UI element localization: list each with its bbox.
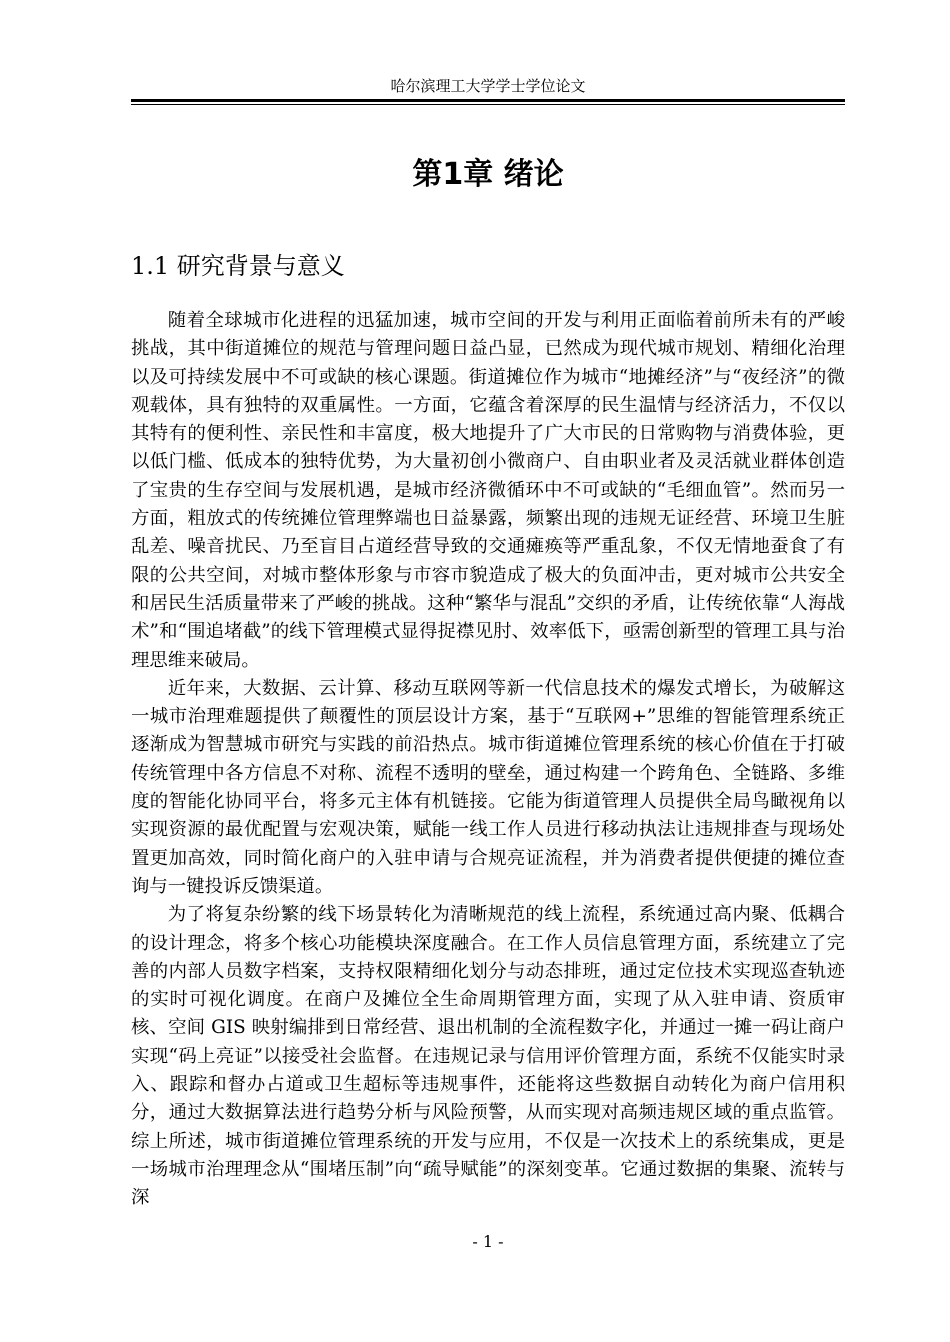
header-rule-thin bbox=[131, 104, 845, 105]
page-number: - 1 - bbox=[472, 1232, 504, 1251]
paragraph: 随着全球城市化进程的迅猛加速，城市空间的开发与利用正面临着前所未有的严峻挑战，其中街道摊位的规范与管理问题日益凸显，已然成为现代城市规划、精细化治理以及可持续发展中不可或缺的核心课题。街道摊位作为城市“地摊经济”与“夜经济”的微观载体，具有独特的双重属性。一方面，它蕴含着深厚的民生温情与经济活力，不仅以其特有的便利性、亲民性和丰富度，极大地提升了广大市民的日常购物与消费体验，更以低门槛、低成本的独特优势，为大量初创小微商户、自由职业者及灵活就业群体创造了宝贵的生存空间与发展机遇，是城市经济微循环中不可或缺的“毛细血管”。然而另一方面，粗放式的传统摊位管理弊端也日益暴露，频繁出现的违规无证经营、环境卫生脏乱差、噪音扰民、乃至盲目占道经营导致的交通瘫痪等严重乱象，不仅无情地蚕食了有限的公共空间，对城市整体形象与市容市貌造成了极大的负面冲击，更对城市公共安全和居民生活质量带来了严峻的挑战。这种“繁华与混乱”交织的矛盾，让传统依靠“人海战术”和“围追堵截”的线下管理模式显得捉襟见肘、效率低下，亟需创新型的管理工具与治理思维来破局。 bbox=[131, 310, 845, 671]
chapter-title: 第1章 绪论 bbox=[412, 157, 564, 192]
paragraph: 近年来，大数据、云计算、移动互联网等新一代信息技术的爆发式增长，为破解这一城市治理难题提供了颠覆性的顶层设计方案，基于“互联网+”思维的智能管理系统正逐渐成为智慧城市研究与实践的前沿热点。城市街道摊位管理系统的核心价值在于打破传统管理中各方信息不对称、流程不透明的壁垒，通过构建一个跨角色、全链路、多维度的智能化协同平台，将多元主体有机链接。它能为街道管理人员提供全局鸟瞰视角以实现资源的最优配置与宏观决策，赋能一线工作人员进行移动执法让违规排查与现场处置更加高效，同时简化商户的入驻申请与合规亮证流程，并为消费者提供便捷的摊位查询与一键投诉反馈渠道。 bbox=[131, 677, 845, 897]
running-header: 哈尔滨理工大学学士学位论文 bbox=[390, 77, 586, 95]
section-title: 1.1 研究背景与意义 bbox=[131, 252, 345, 280]
header-rule-thick bbox=[131, 99, 845, 102]
paragraph: 为了将复杂纷繁的线下场景转化为清晰规范的线上流程，系统通过高内聚、低耦合的设计理念，将多个核心功能模块深度融合。在工作人员信息管理方面，系统建立了完善的内部人员数字档案，支持权限精细化划分与动态排班，通过定位技术实现巡查轨迹的实时可视化调度。在商户及摊位全生命周期管理方面，实现了从入驻申请、资质审核、空间 GIS 映射编排到日常经营、退出机制的全流程数字化，并通过一摊一码让商户实现“码上亮证”以接受社会监督。在违规记录与信用评价管理方面，系统不仅能实时录入、跟踪和督办占道或卫生超标等违规事件，还能将这些数据自动转化为商户信用积分，通过大数据算法进行趋势分析与风险预警，从而实现对高频违规区域的重点监管。综上所述，城市街道摊位管理系统的开发与应用，不仅是一次技术上的系统集成，更是一场城市治理理念从“围堵压制”向“疏导赋能”的深刻变革。它通过数据的集聚、流转与深 bbox=[131, 904, 845, 1209]
body-text bbox=[131, 307, 845, 1213]
